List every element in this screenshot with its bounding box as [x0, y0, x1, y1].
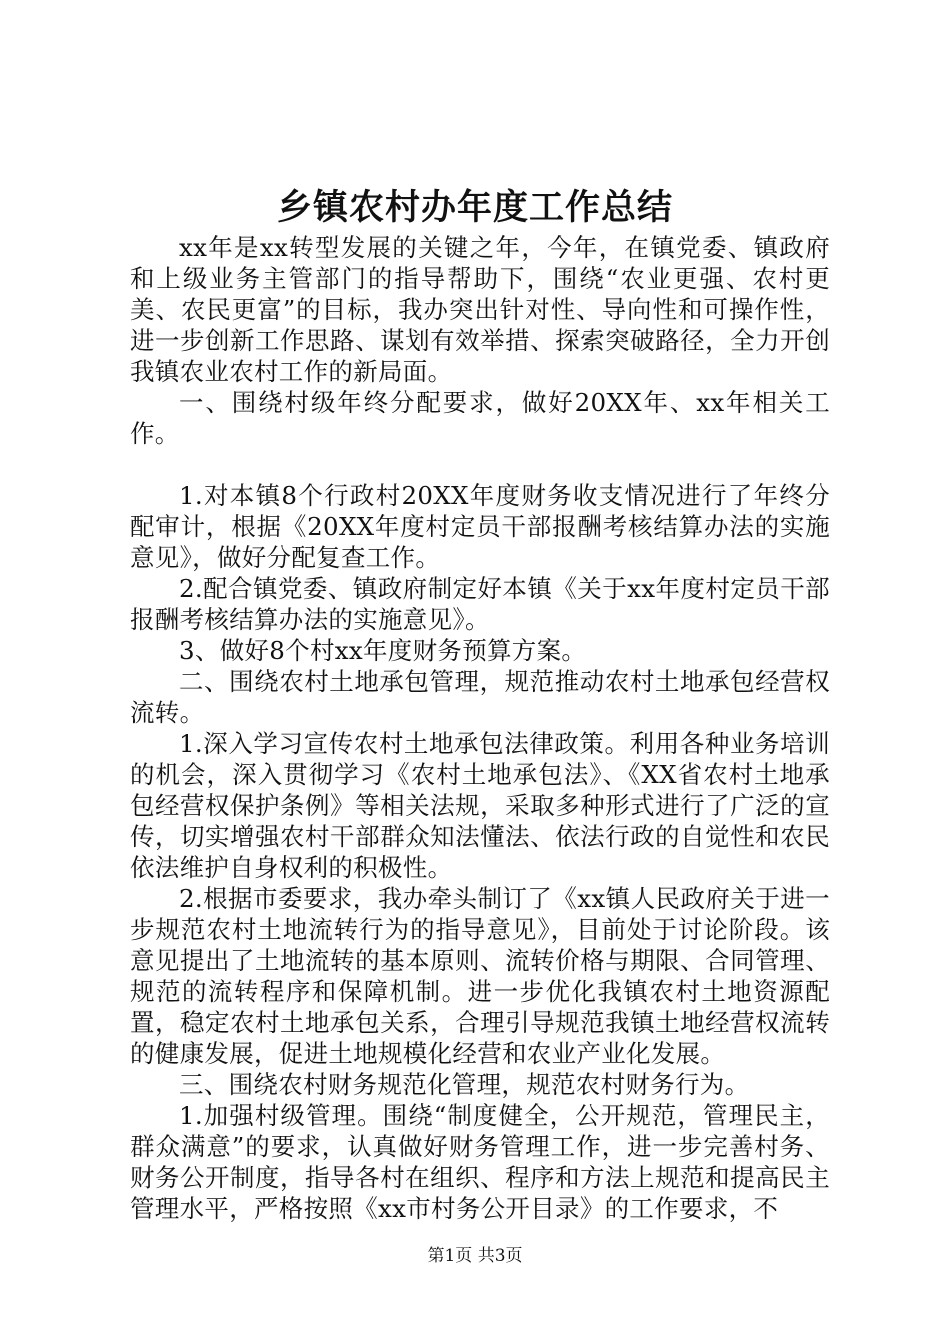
intro-paragraph: xx年是xx转型发展的关键之年，今年，在镇党委、镇政府和上级业务主管部门的指导帮助下，围绕“农业更强、农村更美、农民更富”的目标，我办突出针对性、导向性和可操作性，进一步创新工作思路、谋划有效举措、探索突破路径，全力开创我镇农业农村工作的新局面。 — [130, 233, 830, 386]
section-2-item-1: 1.深入学习宣传农村土地承包法律政策。利用各种业务培训的机会，深入贯彻学习《农村土地承包法》、《XX省农村土地承包经营权保护条例》等相关法规，采取多种形式进行了广泛的宣传，切实增强农村干部群众知法懂法、依法行政的自觉性和农民依法维护自身权利的积极性。 — [130, 729, 830, 882]
section-2-item-2: 2.根据市委要求，我办牵头制订了《xx镇人民政府关于进一步规范农村土地流转行为的指导意见》，目前处于讨论阶段。该意见提出了土地流转的基本原则、流转价格与期限、合同管理、规范的流转程序和保障机制。进一步优化我镇农村土地资源配置，稳定农村土地承包关系，合理引导规范我镇土地经营权流转的健康发展，促进土地规模化经营和农业产业化发展。 — [130, 884, 830, 1068]
section-heading-2: 二、围绕农村土地承包管理，规范推动农村土地承包经营权流转。 — [130, 667, 830, 727]
section-1-item-3: 3、做好8个村xx年度财务预算方案。 — [179, 636, 587, 665]
section-3-item-1: 1.加强村级管理。围绕“制度健全，公开规范，管理民主，群众满意”的要求，认真做好财务管理工作，进一步完善村务、财务公开制度，指导各村在组织、程序和方法上规范和提高民主管理水平，严格按照《xx市村务公开目录》的工作要求，不 — [130, 1101, 830, 1223]
section-1-item-1: 1.对本镇8个行政村20XX年度财务收支情况进行了年终分配审计，根据《20XX年度村定员干部报酬考核结算办法的实施意见》，做好分配复查工作。 — [130, 481, 830, 572]
document-body — [130, 232, 830, 1224]
page-footer: 第1页 共3页 — [427, 1246, 523, 1266]
document-title: 乡镇农村办年度工作总结 — [276, 187, 673, 228]
section-heading-1: 一、围绕村级年终分配要求，做好20XX年、xx年相关工作。 — [130, 388, 830, 448]
section-heading-3: 三、围绕农村财务规范化管理，规范农村财务行为。 — [179, 1070, 750, 1099]
section-1-item-2: 2.配合镇党委、镇政府制定好本镇《关于xx年度村定员干部报酬考核结算办法的实施意见》。 — [130, 574, 830, 634]
